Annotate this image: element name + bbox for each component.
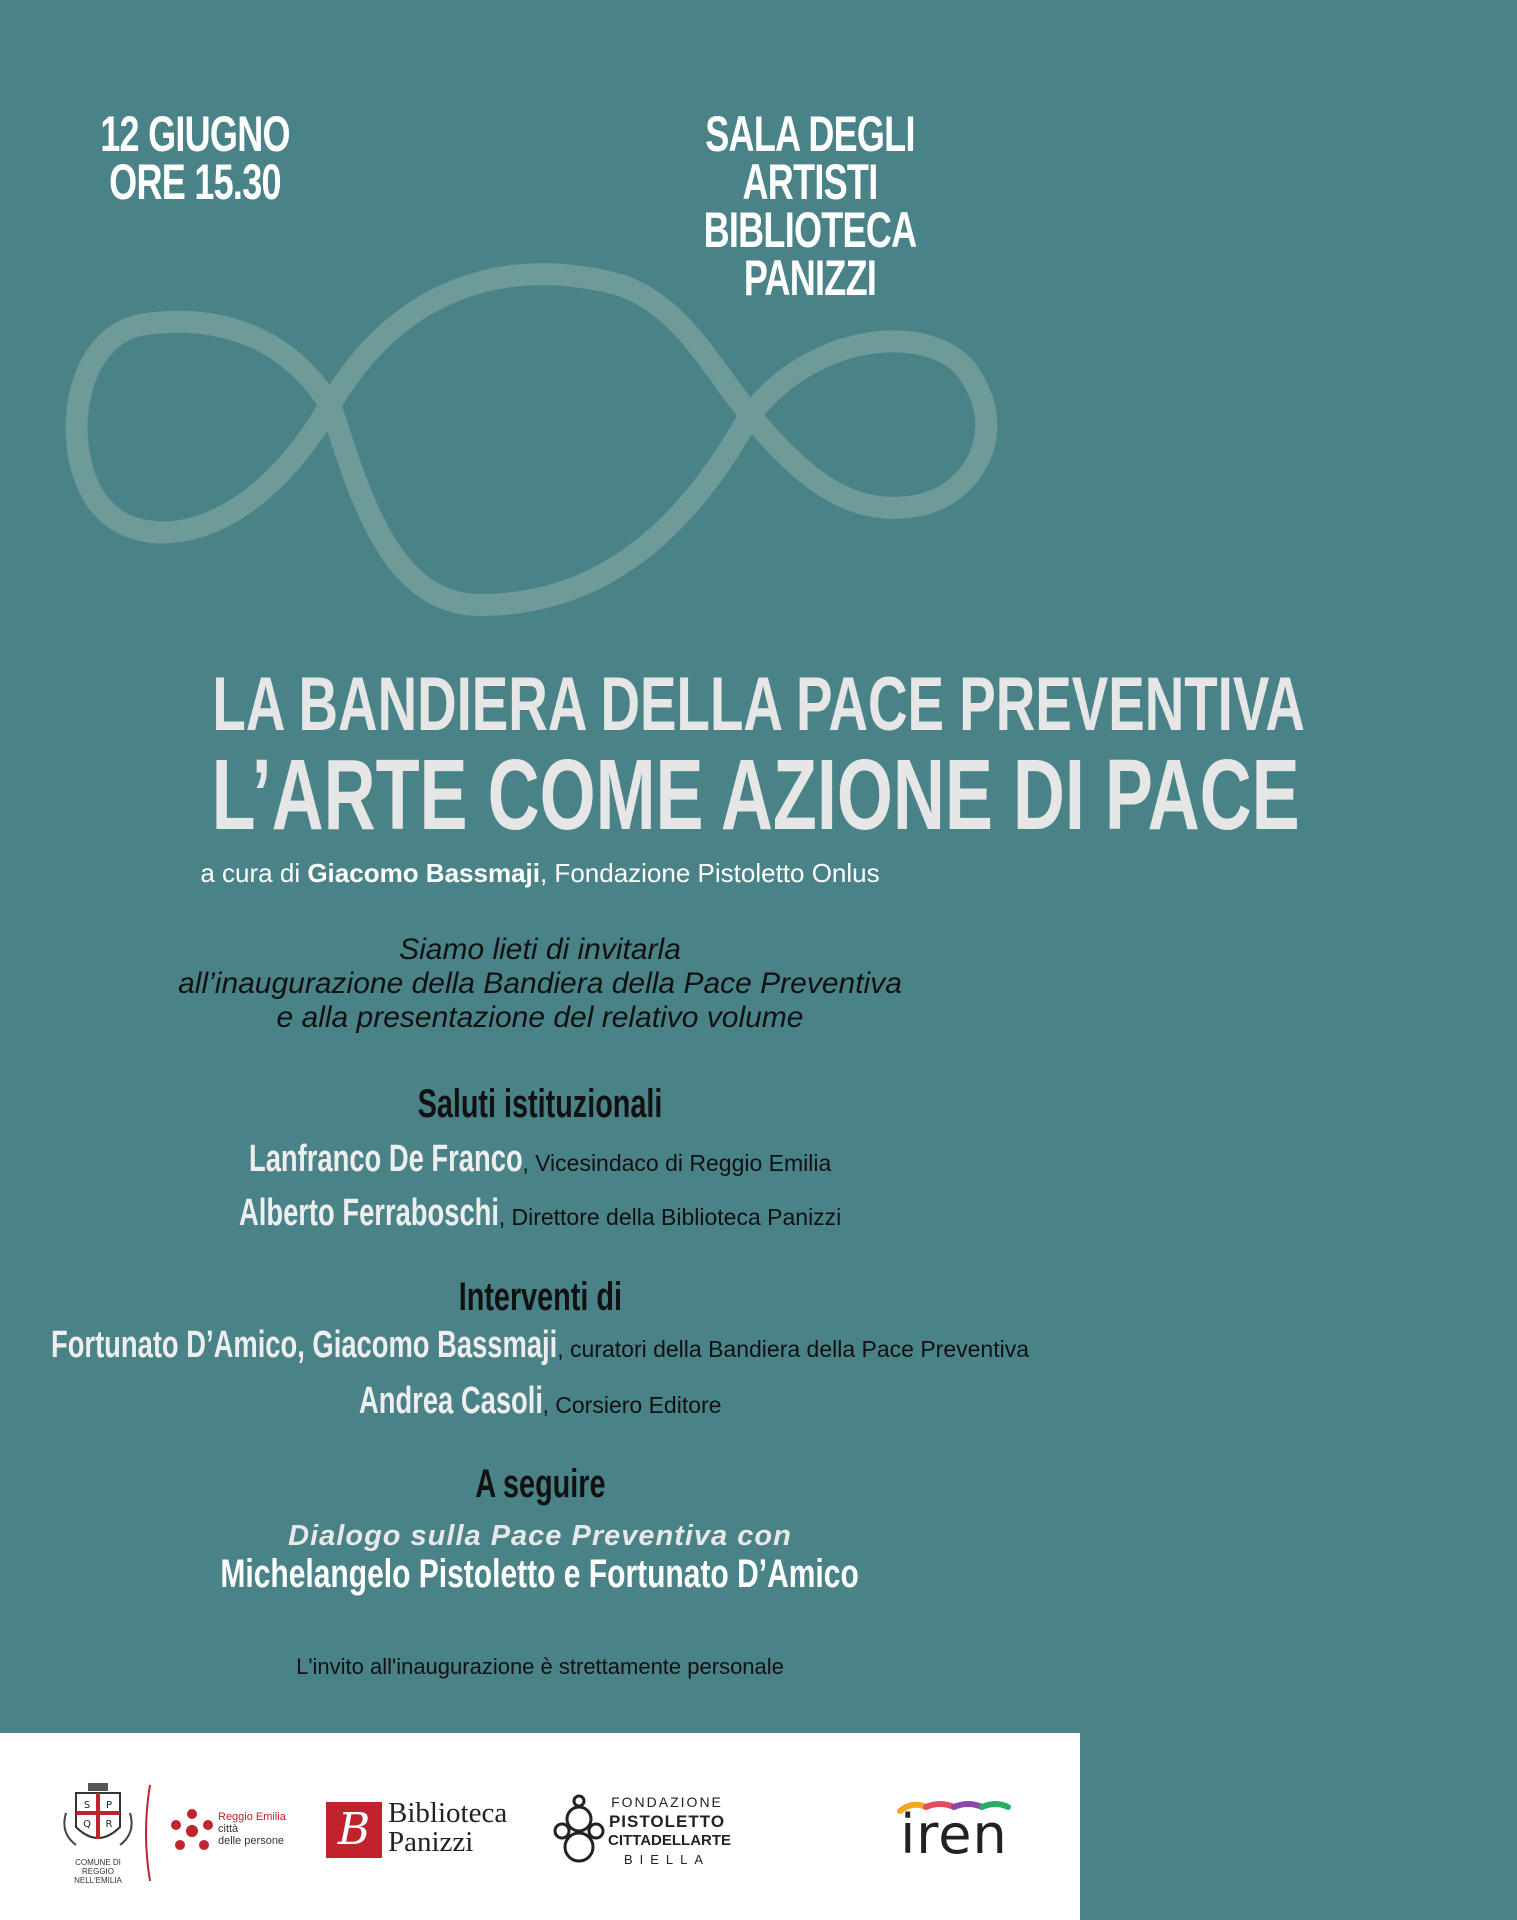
dialogue-participants-text: Michelangelo Pistoletto e Fortunato D’Amico	[220, 1552, 860, 1596]
speaker-name: Lanfranco De Franco	[248, 1138, 523, 1180]
dialogue-title: Dialogo sulla Pace Preventiva con	[288, 1520, 792, 1552]
citta-persone-icon	[166, 1805, 218, 1857]
speaker-role: , Corsiero Editore	[542, 1392, 722, 1418]
venue-room: SALA DEGLI ARTISTI	[705, 106, 915, 210]
biblioteca-b-icon: B	[326, 1802, 382, 1858]
speaker-role: , Vicesindaco di Reggio Emilia	[522, 1150, 832, 1176]
reggio-emilia-line-1: Reggio Emilia	[218, 1811, 286, 1823]
speaker-name: Andrea Casoli	[358, 1380, 543, 1422]
interventi-heading	[0, 1275, 1080, 1320]
invite-line-1: Siamo lieti di invitarla	[399, 933, 681, 966]
invite-line-3: e alla presentazione del relativo volume	[276, 1001, 804, 1034]
pistoletto-line-4: BIELLA	[623, 1852, 711, 1867]
saluti-heading	[0, 1082, 1080, 1127]
biblioteca-name-line-1: Biblioteca	[388, 1797, 508, 1829]
infinity-symbol-icon	[60, 255, 1010, 615]
biblioteca-name-line-2: Panizzi	[388, 1826, 474, 1858]
title-line-2	[0, 739, 1300, 851]
curator-prefix: a cura di	[200, 858, 308, 888]
event-time: ORE 15.30	[109, 154, 281, 210]
venue-building: BIBLIOTECA PANIZZI	[703, 202, 917, 306]
biblioteca-name	[388, 1799, 507, 1857]
crest-letter-s: S	[83, 1800, 91, 1811]
fondazione-pistoletto-logo	[550, 1793, 732, 1873]
speaker-row	[0, 1192, 1080, 1235]
speaker-name: Fortunato D’Amico, Giacomo Bassmaji	[50, 1324, 558, 1366]
logo-divider	[142, 1783, 152, 1883]
reggio-emilia-line-2: città	[218, 1823, 239, 1835]
invite-line-2: all’inaugurazione della Bandiera della Pace Preventiva	[178, 967, 902, 1000]
crest-letter-p: P	[105, 1800, 113, 1811]
comune-label-line-2: REGGIO NELL'EMILIA	[74, 1867, 122, 1885]
reggio-emilia-line-3: delle persone	[218, 1835, 285, 1847]
title-line-1	[0, 662, 1305, 747]
saluti-heading-text: Saluti istituzionali	[417, 1082, 663, 1126]
pistoletto-line-1: FONDAZIONE	[611, 1794, 723, 1810]
crest-letter-q: Q	[83, 1819, 91, 1830]
speaker-role: , Direttore della Biblioteca Panizzi	[498, 1204, 842, 1230]
comune-label	[58, 1858, 138, 1885]
comune-label-line-1: COMUNE DI	[75, 1858, 121, 1867]
curator-name: Giacomo Bassmaji	[307, 858, 540, 888]
speaker-row	[0, 1324, 1080, 1367]
title-line-2-text: L’ARTE COME AZIONE DI PACE	[211, 739, 1300, 851]
comune-crest-icon	[58, 1783, 138, 1853]
event-date-time	[60, 106, 330, 210]
speaker-row	[0, 1380, 1080, 1423]
biblioteca-panizzi-logo	[326, 1799, 526, 1861]
iren-wordmark: iren	[900, 1803, 1008, 1866]
sponsor-footer	[0, 1733, 1080, 1920]
curator-org: , Fondazione Pistoletto Onlus	[539, 858, 880, 888]
pistoletto-line-2: PISTOLETTO	[608, 1812, 726, 1831]
speaker-name: Alberto Ferraboschi	[238, 1192, 499, 1234]
invitation-text	[0, 933, 1080, 1035]
reggio-emilia-logo	[166, 1805, 296, 1865]
pistoletto-symbol-icon	[550, 1793, 608, 1871]
interventi-heading-text: Interventi di	[458, 1275, 622, 1319]
personal-invite-note: L'invito all'inaugurazione è strettamente personale	[296, 1654, 784, 1679]
title-line-1-text: LA BANDIERA DELLA PACE PREVENTIVA	[212, 662, 1305, 747]
comune-logo	[58, 1783, 138, 1883]
crest-letter-r: R	[105, 1819, 113, 1830]
curator-line	[0, 858, 1080, 889]
speaker-row	[0, 1138, 1080, 1181]
speaker-role: , curatori della Bandiera della Pace Preventiva	[557, 1336, 1030, 1362]
reggio-emilia-text	[218, 1811, 286, 1847]
a-seguire-heading-text: A seguire	[474, 1462, 606, 1506]
pistoletto-line-3: CITTADELLARTE	[608, 1832, 732, 1849]
iren-logo	[898, 1801, 1010, 1865]
dialogue-participants	[0, 1552, 1080, 1597]
pistoletto-text	[608, 1793, 732, 1869]
event-date: 12 GIUGNO	[100, 106, 290, 162]
a-seguire-heading	[0, 1462, 1080, 1507]
